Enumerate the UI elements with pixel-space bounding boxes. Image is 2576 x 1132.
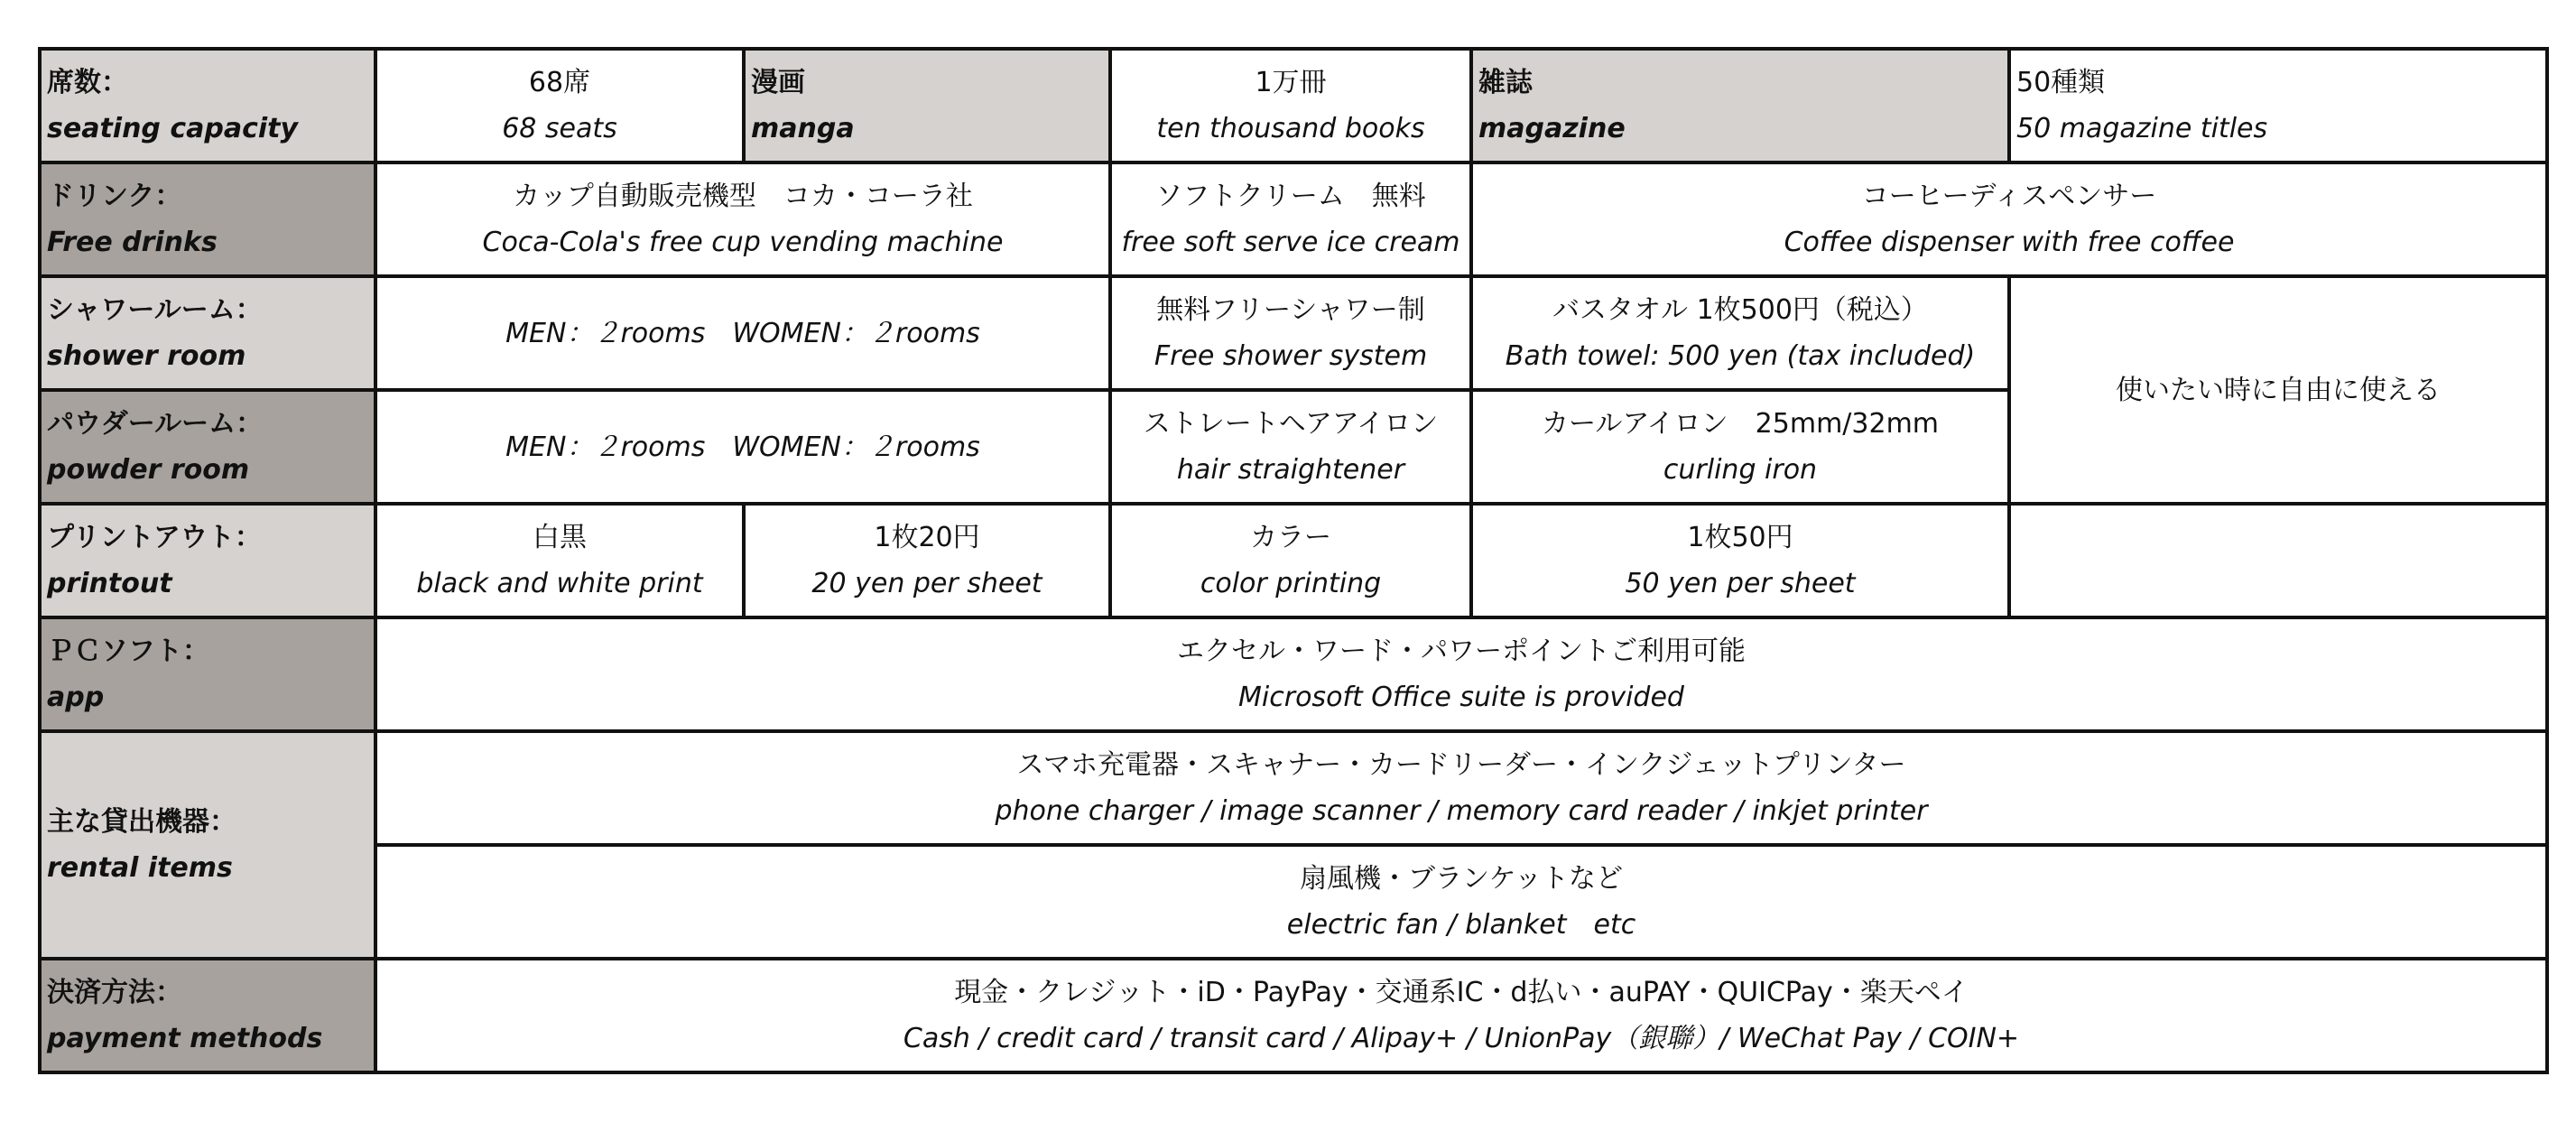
header-payment <box>40 959 375 1072</box>
cell-shower-rooms <box>375 276 1110 390</box>
magazine-en: 50 magazine titles <box>2016 113 2268 144</box>
row-shower <box>40 276 2547 390</box>
magazine-jp: 50種類 <box>2016 67 2106 98</box>
rental-devices-jp: スマホ充電器・スキャナー・カードリーダー・インクジェットプリンター <box>1016 749 1906 781</box>
header-rental-jp: 主な貸出機器： <box>47 806 236 838</box>
cell-powder-rooms <box>375 390 1110 504</box>
header-rental-en: rental items <box>47 852 233 884</box>
coffee-en: Coffee dispenser with free coffee <box>1784 227 2235 258</box>
row-rental-misc <box>40 845 2547 959</box>
header-powder-jp: パウダールーム： <box>47 408 264 440</box>
cell-pc <box>375 617 2547 731</box>
row-rental-devices <box>40 731 2547 845</box>
header-printout-jp: プリントアウト： <box>47 522 262 553</box>
manga-jp: 1万冊 <box>1255 67 1327 98</box>
straightener-en: hair straightener <box>1176 454 1405 486</box>
cell-bw <box>375 504 744 617</box>
pc-en: Microsoft Office suite is provided <box>1238 682 1684 713</box>
header-seating <box>40 49 375 162</box>
cell-empty <box>2009 504 2547 617</box>
header-pc <box>40 617 375 731</box>
curling-en: curling iron <box>1663 454 1818 486</box>
cell-seats <box>375 49 744 162</box>
header-powder <box>40 390 375 504</box>
header-drinks-en: Free drinks <box>47 227 218 258</box>
payment-jp: 現金・クレジット・iD・PayPay・交通系IC・d払い・auPAY・QUICPay・楽天ペイ <box>954 977 1969 1008</box>
cell-rental-misc <box>375 845 2547 959</box>
header-manga <box>744 49 1110 162</box>
powder-rooms: MEN：２rooms WOMEN：２rooms <box>505 431 980 463</box>
cell-straightener <box>1110 390 1471 504</box>
header-magazine-en: magazine <box>1478 113 1626 144</box>
cell-rental-devices <box>375 731 2547 845</box>
towel-en: Bath towel: 500 yen (tax included) <box>1505 340 1976 372</box>
rental-misc-jp: 扇風機・ブランケットなど <box>1300 863 1623 895</box>
header-printout <box>40 504 375 617</box>
bw-en: black and white print <box>416 568 703 599</box>
cell-towel <box>1471 276 2009 390</box>
header-powder-en: powder room <box>47 454 250 486</box>
header-seating-jp: 席数： <box>47 67 128 98</box>
bw-jp: 白黒 <box>533 522 587 553</box>
row-printout <box>40 504 2547 617</box>
free-use-note: 使いたい時に自由に使える <box>2116 374 2441 406</box>
header-printout-en: printout <box>47 568 172 599</box>
header-shower-jp: シャワールーム： <box>47 294 263 326</box>
color-price-en: 50 yen per sheet <box>1625 568 1856 599</box>
straightener-jp: ストレートヘアアイロン <box>1143 408 1439 440</box>
header-shower <box>40 276 375 390</box>
cell-shower-system <box>1110 276 1471 390</box>
cell-coffee <box>1471 162 2547 276</box>
header-seating-en: seating capacity <box>47 113 299 144</box>
shower-rooms: MEN：２rooms WOMEN：２rooms <box>505 317 980 349</box>
coffee-jp: コーヒーディスペンサー <box>1861 181 2157 212</box>
seats-jp: 68席 <box>528 67 591 98</box>
header-magazine <box>1471 49 2009 162</box>
seats-en: 68 seats <box>502 113 617 144</box>
cell-vending <box>375 162 1110 276</box>
header-manga-jp: 漫画 <box>751 67 805 98</box>
header-drinks <box>40 162 375 276</box>
header-payment-jp: 決済方法： <box>47 977 182 1008</box>
curling-jp: カールアイロン 25mm/32mm <box>1541 408 1940 440</box>
manga-en: ten thousand books <box>1156 113 1425 144</box>
towel-jp: バスタオル 1枚500円（税込） <box>1552 294 1928 326</box>
softcream-jp: ソフトクリーム 無料 <box>1155 181 1426 212</box>
header-payment-en: payment methods <box>47 1023 323 1054</box>
softcream-en: free soft serve ice cream <box>1121 227 1460 258</box>
rental-misc-en: electric fan / blanket etc <box>1286 909 1636 941</box>
shower-system-jp: 無料フリーシャワー制 <box>1156 294 1425 326</box>
header-shower-en: shower room <box>47 340 246 372</box>
facility-info-table <box>38 47 2549 1074</box>
cell-bw-price <box>744 504 1110 617</box>
row-payment <box>40 959 2547 1072</box>
header-pc-en: app <box>47 682 105 713</box>
shower-system-en: Free shower system <box>1154 340 1428 372</box>
header-magazine-jp: 雑誌 <box>1478 67 1533 98</box>
cell-free-use-note <box>2009 276 2547 504</box>
payment-en: Cash / credit card / transit card / Alipay+ / UnionPay（銀聯）/ WeChat Pay / COIN+ <box>903 1023 2020 1054</box>
header-rental <box>40 731 375 959</box>
bw-price-en: 20 yen per sheet <box>811 568 1042 599</box>
cell-softcream <box>1110 162 1471 276</box>
header-drinks-jp: ドリンク： <box>47 181 182 212</box>
cell-curling <box>1471 390 2009 504</box>
cell-manga <box>1110 49 1471 162</box>
bw-price-jp: 1枚20円 <box>874 522 980 553</box>
color-jp: カラー <box>1250 522 1331 553</box>
color-en: color printing <box>1200 568 1382 599</box>
cell-magazine <box>2009 49 2547 162</box>
row-seating <box>40 49 2547 162</box>
vending-en: Coca-Cola's free cup vending machine <box>482 227 1004 258</box>
vending-jp: カップ自動販売機型 コカ・コーラ社 <box>513 181 973 212</box>
row-pc <box>40 617 2547 731</box>
header-manga-en: manga <box>751 113 855 144</box>
cell-color-price <box>1471 504 2009 617</box>
header-pc-jp: ＰＣソフト： <box>47 636 209 667</box>
rental-devices-en: phone charger / image scanner / memory card reader / inkjet printer <box>995 795 1928 827</box>
color-price-jp: 1枚50円 <box>1687 522 1793 553</box>
pc-jp: エクセル・ワード・パワーポイントご利用可能 <box>1177 636 1746 667</box>
cell-color <box>1110 504 1471 617</box>
row-drinks <box>40 162 2547 276</box>
cell-payment <box>375 959 2547 1072</box>
